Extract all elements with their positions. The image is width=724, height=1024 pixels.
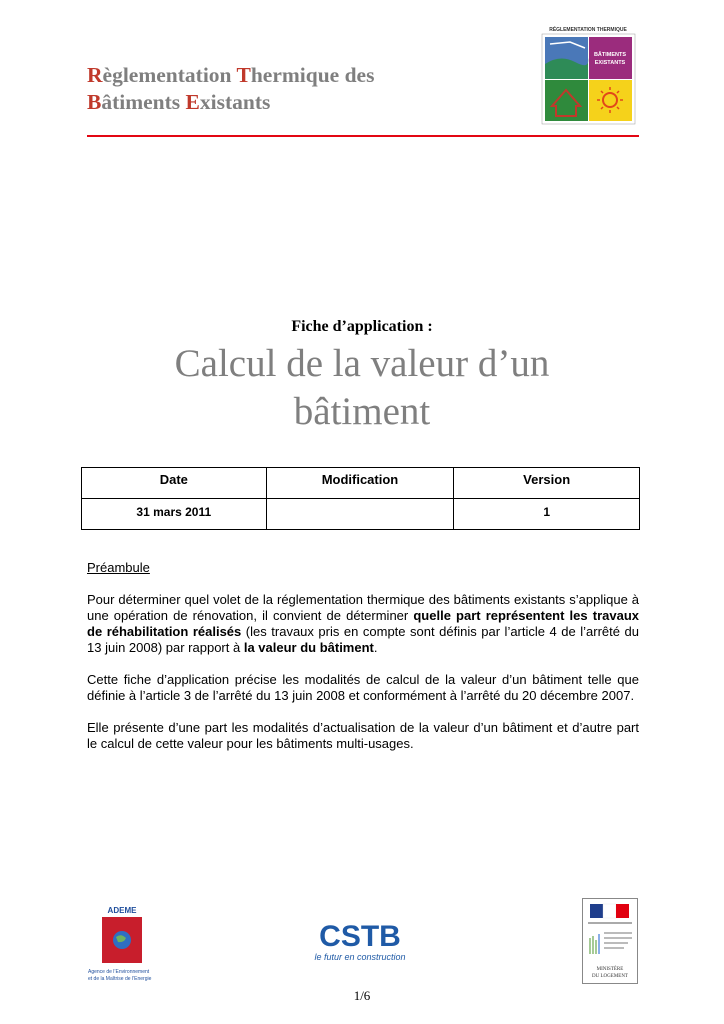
title-line-2: bâtiment	[293, 390, 431, 433]
svg-text:MINISTÈRE: MINISTÈRE	[596, 967, 624, 972]
cell-version: 1	[454, 499, 640, 530]
cstb-logo	[304, 918, 416, 966]
text-run: .	[373, 640, 378, 655]
document-body	[87, 560, 639, 768]
title-line-1: Calcul de la valeur d’un	[174, 342, 550, 385]
rt-existants-logo	[540, 24, 637, 126]
svg-text:le futur en construction: le futur en construction	[314, 952, 406, 962]
paragraph-1	[87, 592, 639, 656]
cell-modification	[266, 499, 454, 530]
header-initial: B	[87, 90, 102, 114]
paragraph-2: Cette fiche d’application précise les modalités de calcul de la valeur d’un bâtiment telle que définie à l’article 3 de l’arrêté du 13 juin 2008 et conformément à l’arrêté du 20 décembre 2007.	[87, 672, 639, 703]
header-text: èglementation	[102, 63, 237, 87]
table-header-row	[82, 468, 640, 499]
column-header-date: Date	[82, 468, 267, 499]
svg-text:CSTB: CSTB	[319, 920, 401, 953]
document-subtitle: Fiche d’application :	[291, 318, 433, 335]
table-row	[82, 499, 640, 530]
header-text: xistants	[199, 90, 271, 114]
page-number: 1/6	[353, 988, 371, 1003]
header-initial: E	[185, 90, 200, 114]
svg-text:BÂTIMENTS: BÂTIMENTS	[593, 52, 627, 58]
svg-text:RÉGLEMENTATION THERMIQUE: RÉGLEMENTATION THERMIQUE	[549, 27, 627, 33]
bold-run: la valeur du bâtiment	[243, 640, 374, 655]
header-line-2	[87, 89, 527, 116]
text-run: (les travaux pris en compte sont définis par l’article 4 de l’arrêté du 13 juin 2008) par rapport à	[87, 624, 639, 655]
version-table	[81, 467, 640, 530]
header-line-1	[87, 62, 527, 89]
ademe-logo	[88, 905, 170, 985]
header-initial: R	[87, 63, 103, 87]
svg-text:ADEME: ADEME	[107, 906, 137, 915]
svg-text:Agence de l’Environnement: Agence de l’Environnement	[88, 969, 150, 975]
ministere-logo	[582, 898, 638, 984]
document-header-title	[87, 62, 527, 116]
paragraph-3: Elle présente d’une part les modalités d’actualisation de la valeur d’un bâtiment et d’autre part le calcul de cette valeur pour les bâtiments multi-usages.	[87, 720, 639, 751]
preamble-heading: Préambule	[87, 560, 150, 575]
header-initial: T	[236, 63, 251, 87]
column-header-version: Version	[454, 468, 640, 499]
svg-text:DU LOGEMENT: DU LOGEMENT	[592, 974, 628, 979]
svg-text:EXISTANTS: EXISTANTS	[594, 60, 626, 66]
svg-text:et de la Maîtrise de l’Energie: et de la Maîtrise de l’Energie	[88, 976, 152, 982]
column-header-modification: Modification	[266, 468, 454, 499]
bold-run: quelle part représentent les travaux de réhabilitation réalisés	[87, 608, 639, 639]
header-divider	[87, 135, 639, 137]
text-run: Pour déterminer quel volet de la réglementation thermique des bâtiments existants s’applique à une opération de rénovation, il convient de déterminer	[87, 592, 639, 623]
header-text: âtiments	[101, 90, 186, 114]
document-title	[0, 340, 724, 436]
header-text: hermique des	[250, 63, 375, 87]
cell-date: 31 mars 2011	[82, 499, 267, 530]
